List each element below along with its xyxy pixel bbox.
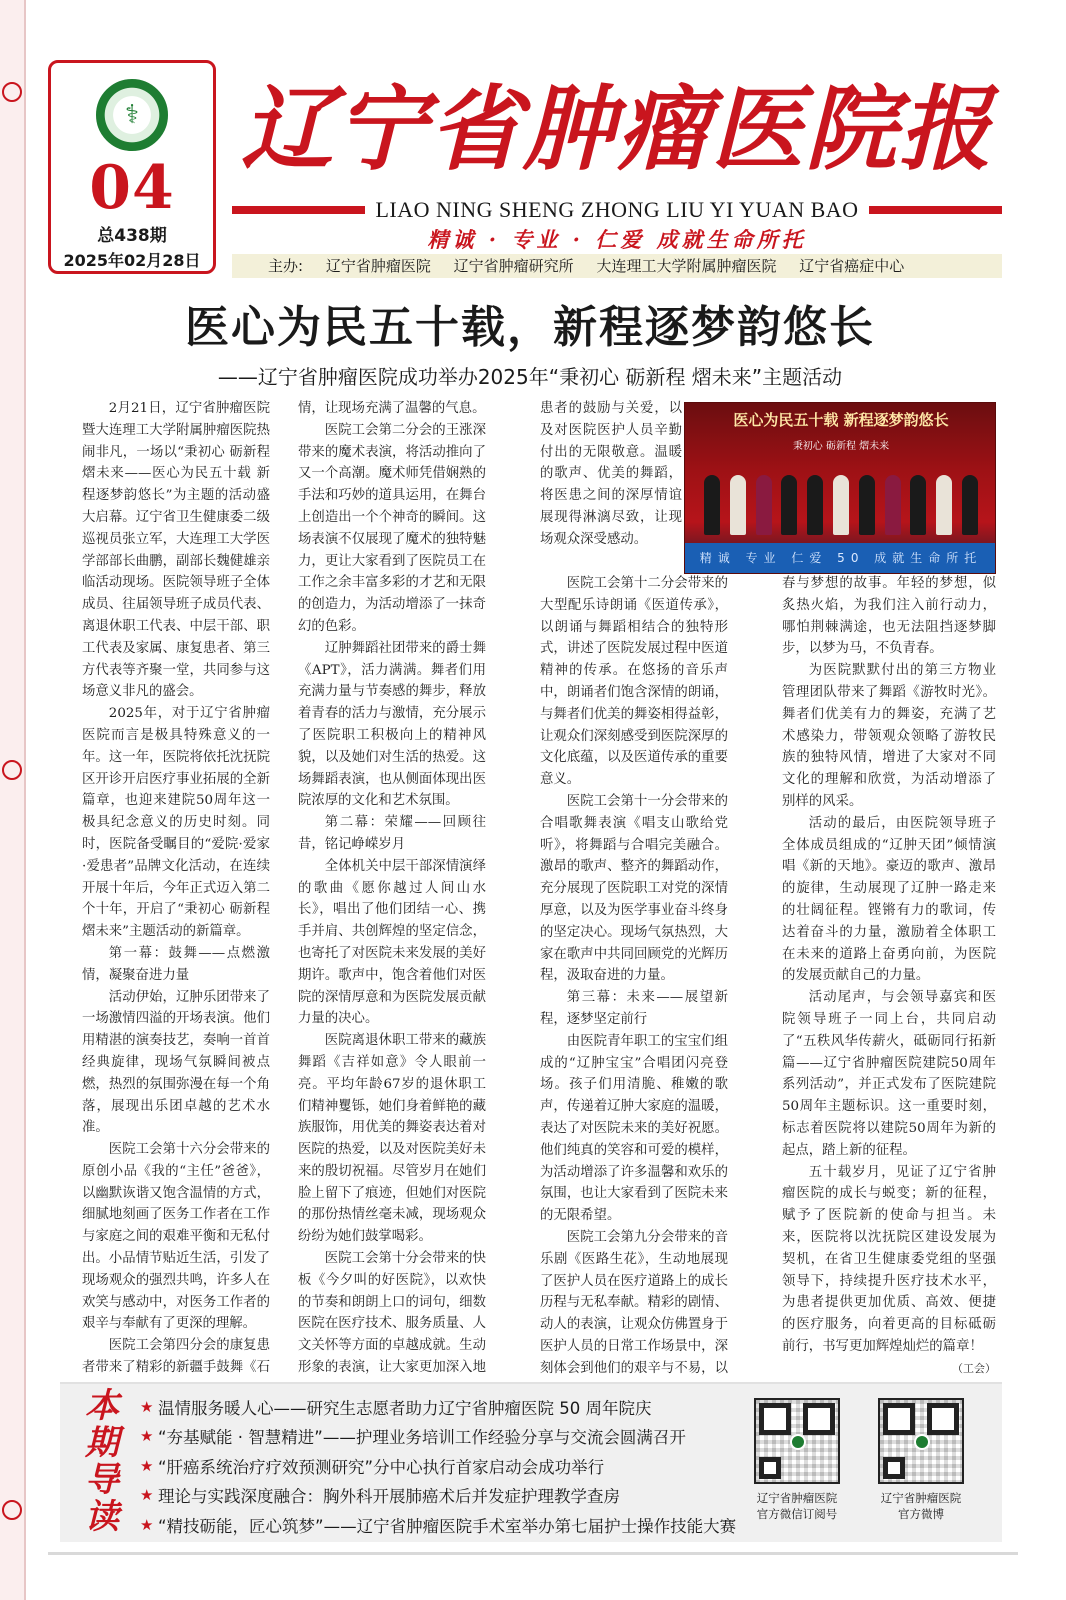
- paragraph: 医院工会第二分会的王涨深带来的魔术表演，将活动推向了又一个高潮。魔术师凭借娴熟的手法和巧妙的道具运用，在舞台上创造出一个个神奇的瞬间。这场表演不仅展现了魔术的独特魅力，更让大家看到了医院员工在工作之余丰富多彩的才艺和无限的创造力，为活动增添了一抹奇幻的色彩。: [298, 422, 486, 634]
- sponsors-bar: [232, 254, 1002, 278]
- sponsor-item: 辽宁省肿瘤研究所: [453, 257, 574, 275]
- qr-caption-line: 辽宁省肿瘤医院: [880, 1491, 962, 1505]
- sponsor-item: 大连理工大学附属肿瘤医院: [596, 257, 777, 275]
- star-icon: ★: [140, 1486, 154, 1505]
- divider: [232, 206, 365, 214]
- event-photo: [684, 402, 996, 574]
- headline: 医心为民五十载，新程逐梦韵悠长: [185, 302, 875, 353]
- hospital-logo-icon: ⚕: [96, 79, 168, 151]
- article-column-3: [540, 573, 728, 1378]
- ornament-icon: [2, 1500, 22, 1520]
- ornament-icon: [2, 760, 22, 780]
- guide-item-text: “夯基赋能 · 智慧精进”——护理业务培训工作经验分享与交流会圆满召开: [158, 1428, 686, 1448]
- star-icon: ★: [140, 1515, 154, 1534]
- title-pinyin: LIAO NING SHENG ZHONG LIU YI YUAN BAO: [375, 197, 859, 222]
- paragraph: 2月21日，辽宁省肿瘤医院暨大连理工大学附属肿瘤医院热闹非凡，一场以“秉初心 砺新程 熠未来——医心为民五十载 新程逐梦韵悠长”为主题的活动盛大启幕。辽宁省卫生健康委二级巡视员张立军，大连理工大学医学部部长曲鹏，副部长魏健雄亲临活动现场。医院领导班子全体成员、往届领导班子成员代表、离退休职工代表、中层干部、职工代表及家属、康复患者、第三方代表等齐聚一堂，共同参与这场意义非凡的盛会。: [82, 401, 270, 700]
- qr-wechat[interactable]: [740, 1390, 854, 1522]
- qr-weibo[interactable]: [864, 1390, 978, 1522]
- guide-item[interactable]: [140, 1392, 740, 1422]
- issue-total: 总438期: [97, 226, 167, 246]
- divider: [869, 206, 1002, 214]
- subheadline: ——辽宁省肿瘤医院成功举办2025年“秉初心 砺新程 熠未来”主题活动: [217, 365, 843, 389]
- paragraph: 情，让现场充满了温馨的气息。: [298, 401, 486, 416]
- ornament-icon: [2, 82, 22, 102]
- star-icon: ★: [140, 1427, 154, 1446]
- photo-banner: 医心为民五十载 新程逐梦韵悠长: [733, 411, 949, 429]
- person-figure: [807, 475, 823, 535]
- issue-number: 04: [89, 153, 175, 223]
- person-figure: [936, 475, 952, 535]
- sponsor-item: 辽宁省癌症中心: [799, 257, 905, 275]
- pinyin-row: [232, 198, 1002, 222]
- person-figure: [704, 475, 720, 535]
- person-figure: [885, 475, 901, 535]
- motto: 精诚 · 专业 · 仁爱 成就生命所托: [427, 227, 807, 252]
- guide-list: [140, 1392, 740, 1540]
- qr-caption-line: 官方微信订阅号: [756, 1507, 838, 1521]
- section-heading: 第二幕：荣耀——回顾往昔，铭记峥嵘岁月: [298, 815, 486, 852]
- paragraph: 五十载岁月，见证了辽宁省肿瘤医院的成长与蜕变；新的征程，赋予了医院新的使命与担当。未来，医院将以沈抚院区建设发展为契机，在省卫生健康委党组的坚强领导下，持续提升医疗技术水平，为患者提供更加优质、高效、便捷的医疗服务，向着更高的目标砥砺前行，书写更加辉煌灿烂的篇章！: [782, 1164, 996, 1354]
- guide-item-text: 温情服务暖人心——研究生志愿者助力辽宁省肿瘤医院 50 周年院庆: [158, 1398, 652, 1418]
- person-figure: [756, 475, 772, 535]
- paragraph: 春与梦想的故事。年轻的梦想，似炙热火焰，为我们注入前行动力，哪怕荆棘满途，也无法阻挡逐梦脚步，以梦为马，不负青春。: [782, 576, 996, 657]
- paragraph: 医院工会第十分会带来的快板《今夕叫的好医院》，以欢快的节奏和朗朗上口的词句，细数医院在医疗技术、服务质量、人文关怀等方面的卓越成就。生动形象的表演，让大家更加深入地: [298, 1251, 486, 1376]
- person-figure: [833, 475, 849, 535]
- star-icon: ★: [140, 1397, 154, 1416]
- guide-item-text: “精技砺能，匠心筑梦”——辽宁省肿瘤医院手术室举办第七届护士操作技能大赛: [158, 1516, 737, 1536]
- logo-icon: [914, 1434, 930, 1450]
- newspaper-title: 辽宁省肿瘤医院报: [240, 75, 993, 183]
- person-figure: [730, 475, 746, 535]
- photo-stage-text: 精诚 专业 仁爱 50 成就生命所托: [685, 543, 996, 573]
- article-column-4: [782, 573, 996, 1378]
- qr-code-icon[interactable]: [878, 1398, 964, 1484]
- sponsor-label: 主办:: [268, 257, 304, 275]
- divider: [48, 1552, 1018, 1555]
- logo-icon: [790, 1434, 806, 1450]
- paragraph: 医院工会第十一分会带来的合唱歌舞表演《唱支山歌给党听》，将舞蹈与合唱完美融合。激昂的歌声、整齐的舞蹈动作，充分展现了医院职工对党的深情厚意，以及为医学事业奋斗终身的坚定决心。现场气氛热烈，大家在歌声中共同回顾党的光辉历程，汲取奋进的力量。: [540, 793, 728, 984]
- paragraph: 2025年，对于辽宁省肿瘤医院而言是极具特殊意义的一年。这一年，医院将依托沈抚院区开诊开启医疗事业拓展的全新篇章，也迎来建院50周年这一极具纪念意义的历史时刻。同时，医院备受瞩目的“爱院·爱家·爱患者”品牌文化活动，在连续开展十年后，今年正式迈入第二个十年，开启了“秉初心 砺新程 熠未来”主题活动的新篇章。: [82, 706, 270, 940]
- qr-finder: [883, 1457, 905, 1479]
- qr-caption: [864, 1490, 978, 1522]
- guide-item[interactable]: [140, 1451, 740, 1481]
- paragraph: 活动的最后，由医院领导班子全体成员组成的“辽肿天团”倾情演唱《新的天地》。豪迈的歌声、激昂的旋律，生动展现了辽肿一路走来的壮阔征程。铿锵有力的歌词，传达着奋斗的力量，激励着全体职工在未来的道路上奋勇向前，为医院的发展贡献自己的力量。: [782, 815, 996, 984]
- paragraph: 由医院青年职工的宝宝们组成的“辽肿宝宝”合唱团闪亮登场。孩子们用清脆、稚嫩的歌声，传递着辽肿大家庭的温暖，表达了对医院未来的美好祝愿。他们纯真的笑容和可爱的模样，为活动增添了许多温馨和欢乐的氛围，也让大家看到了医院未来的无限希望。: [540, 1033, 728, 1224]
- paragraph: 为医院默默付出的第三方物业管理团队带来了舞蹈《游牧时光》。舞者们优美有力的舞姿，充满了艺术感染力，带领观众领略了游牧民族的独特风情，增进了大家对不同文化的理解和欣赏，为活动增添了别样的风采。: [782, 663, 996, 809]
- paragraph: 全体机关中层干部深情演绎的歌曲《愿你越过人间山水长》，唱出了他们团结一心、携手并肩、共创辉煌的坚定信念，也寄托了对医院未来发展的美好期许。歌声中，饱含着他们对医院的深情厚意和为医院发展贡献力量的决心。: [298, 858, 486, 1027]
- person-figure: [910, 475, 926, 535]
- paragraph: 患者的鼓励与关爱，以及对医院医护人员辛勤付出的无限敬意。温暖的歌声、优美的舞蹈，将医患之间的深厚情谊展现得淋漓尽致，让现场观众深受感动。: [540, 401, 682, 547]
- person-figure: [781, 475, 797, 535]
- paragraph: 医院工会第十二分会带来的大型配乐诗朗诵《医道传承》，以朗诵与舞蹈相结合的独特形式，讲述了医院发展过程中医道精神的传承。在悠扬的音乐声中，朗诵者们饱含深情的朗诵，与舞者们优美的舞姿相得益彰，让观众们深刻感受到医院深厚的文化底蕴，以及医道传承的重要意义。: [540, 576, 728, 788]
- guide-label: 本期导读: [85, 1386, 119, 1537]
- paragraph: 活动尾声，与会领导嘉宾和医院领导班子一同上台，共同启动了“五秩风华传薪火，砥砺同行拓新篇——辽宁省肿瘤医院建院50周年系列活动”，并正式发布了医院建院50周年主题标识。这一重要时刻，标志着医院将以建院50周年为新的起点，踏上新的征程。: [782, 990, 996, 1158]
- photo-people: [699, 465, 983, 535]
- person-figure: [859, 475, 875, 535]
- guide-item-text: 理论与实践深度融合：胸外科开展肺癌术后并发症护理教学查房: [158, 1487, 620, 1507]
- guide-item[interactable]: [140, 1481, 740, 1511]
- article-column-3-top: [540, 398, 682, 573]
- issue-guide: [60, 1382, 1002, 1542]
- guide-item[interactable]: [140, 1510, 740, 1540]
- photo-subbanner: 秉初心 砺新程 熠未来: [792, 441, 890, 452]
- paragraph: 辽肿舞蹈社团带来的爵士舞《APT》，活力满满。舞者们用充满力量与节奏感的舞步，释放着青春的活力与激情，充分展示了医院职工积极向上的精神风貌，以及她们对生活的热爱。这场舞蹈表演，也从侧面体现出医院浓厚的文化和艺术氛围。: [298, 640, 486, 809]
- article-column-2: [298, 398, 486, 1378]
- paragraph: 医院工会第四分会的康复患者带来了精彩的新疆手鼓舞《石: [82, 1338, 270, 1376]
- section-heading: 第三幕：未来——展望新程，逐梦坚定前行: [540, 990, 728, 1027]
- guide-item[interactable]: [140, 1422, 740, 1452]
- article-column-1: [82, 398, 270, 1378]
- paragraph: 活动伊始，辽肿乐团带来了一场激情四溢的开场表演。他们用精湛的演奏技艺，奏响一首首经典旋律，现场气氛瞬间被点燃，热烈的氛围弥漫在每一个角落，展现出乐团卓越的艺术水准。: [82, 989, 270, 1136]
- paragraph: 医院工会第九分会带来的音乐剧《医路生花》，生动地展现了医护人员在医疗道路上的成长历程与无私奉献。精彩的剧情、动人的表演，让观众仿佛置身于医护人员的日常工作场景中，深刻体会到他们的艰辛与不易，以: [540, 1229, 728, 1376]
- star-icon: ★: [140, 1456, 154, 1475]
- guide-item-text: “肝癌系统治疗疗效预测研究”分中心执行首家启动会成功举行: [158, 1457, 605, 1477]
- issue-date: 2025年02月28日: [63, 251, 201, 270]
- person-figure: [962, 475, 978, 535]
- paragraph: 医院工会第十六分会带来的原创小品《我的“主任”爸爸》，以幽默诙谐又饱含温情的方式，细腻地刻画了医务工作者在工作与家庭之间的艰难平衡和无私付出。小品情节贴近生活，引发了现场观众的强烈共鸣，许多人在欢笑与感动中，对医务工作者的艰辛与奉献有了更深的理解。: [82, 1142, 270, 1332]
- qr-caption: [740, 1490, 854, 1522]
- sponsor-item: 辽宁省肿瘤医院: [325, 257, 431, 275]
- qr-code-icon[interactable]: [754, 1398, 840, 1484]
- paragraph: 医院离退休职工带来的藏族舞蹈《吉祥如意》令人眼前一亮。平均年龄67岁的退休职工们精神矍铄，她们身着鲜艳的藏族服饰，用优美的舞姿表达着对医院的热爱，以及对医院美好未来的殷切祝福。尽管岁月在她们脸上留下了痕迹，但她们对医院的那份热情丝毫未减，现场观众纷纷为她们鼓掌喝彩。: [298, 1033, 486, 1245]
- left-decorative-strip: [0, 0, 26, 1600]
- section-heading: 第一幕：鼓舞——点燃激情，凝聚奋进力量: [82, 945, 270, 983]
- qr-finder: [759, 1457, 781, 1479]
- article-source: （工会）: [952, 1361, 996, 1375]
- qr-caption-line: 官方微博: [898, 1507, 944, 1521]
- qr-caption-line: 辽宁省肿瘤医院: [756, 1491, 838, 1505]
- issue-box: [48, 60, 216, 274]
